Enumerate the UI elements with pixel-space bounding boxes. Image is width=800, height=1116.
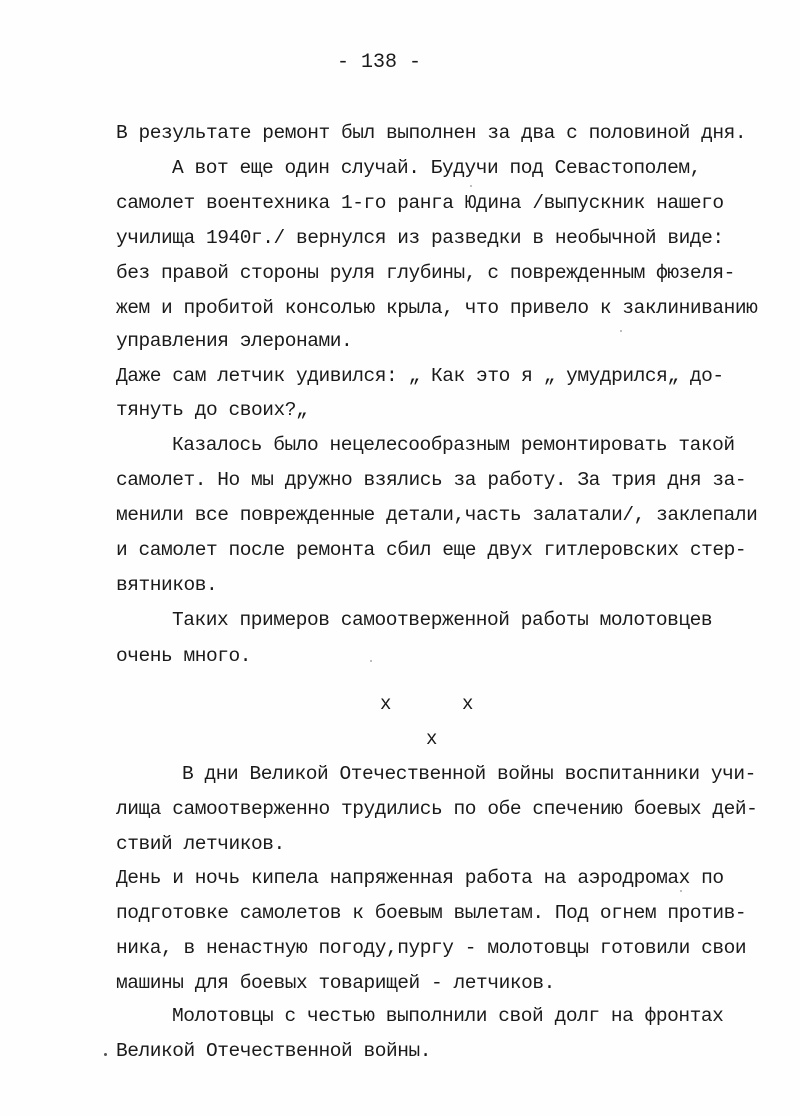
text-line: очень много. xyxy=(116,645,252,667)
text-line: Таких примеров самоотверженной работы молотовцев xyxy=(172,609,713,631)
text-line: В результате ремонт был выполнен за два с половиной дня. xyxy=(116,122,747,144)
paper-speck xyxy=(370,660,372,662)
text-line: В дни Великой Отечественной войны воспитанники учи- xyxy=(182,763,756,785)
text-line: вятников. xyxy=(116,574,218,596)
text-line: Великой Отечественной войны. xyxy=(116,1040,432,1062)
text-line: лища самоотверженно трудились по обе спечению боевых дей- xyxy=(116,798,758,820)
text-line: машины для боевых товарищей - летчиков. xyxy=(116,972,555,994)
text-line: самолет воентехника 1-го ранга Юдина /выпускник нашего xyxy=(116,192,724,214)
text-line: Молотовцы с честью выполнили свой долг на фронтах xyxy=(172,1005,724,1027)
text-line: тянуть до своих?„ xyxy=(116,399,308,421)
text-line: менили все поврежденные детали,часть залатали/, заклепали xyxy=(116,504,758,526)
text-line: жем и пробитой консолью крыла, что привело к заклиниванию xyxy=(116,297,758,319)
text-line: А вот еще один случай. Будучи под Севастополем, xyxy=(172,157,701,179)
text-line: училища 1940г./ вернулся из разведки в необычной виде: xyxy=(116,227,724,249)
text-line: День и ночь кипела напряженная работа на аэродромах по xyxy=(116,867,724,889)
text-line: Казалось было нецелесообразным ремонтировать такой xyxy=(172,434,735,456)
page-number: - 138 - xyxy=(337,51,422,74)
text-line: и самолет после ремонта сбил еще двух гитлеровских стер- xyxy=(116,539,747,561)
text-line: без правой стороны руля глубины, с поврежденным фюзеля- xyxy=(116,262,735,284)
text-line: управления элеронами. xyxy=(116,330,353,352)
text-line: ника, в ненастную погоду,пургу - молотовцы готовили свои xyxy=(116,937,747,959)
margin-mark xyxy=(104,1053,107,1056)
text-line: самолет. Но мы дружно взялись за работу. За трия дня за- xyxy=(116,469,747,491)
text-line: ствий летчиков. xyxy=(116,833,285,855)
separator-mark: x xyxy=(426,728,438,750)
paper-speck xyxy=(620,330,622,332)
text-line: Даже сам летчик удивился: „ Как это я „ умудрился„ до- xyxy=(116,365,724,387)
separator-mark: x xyxy=(380,693,392,715)
paper-speck xyxy=(470,185,472,187)
text-line: подготовке самолетов к боевым вылетам. Под огнем против- xyxy=(116,902,747,924)
separator-mark: x xyxy=(462,693,474,715)
paper-speck xyxy=(680,890,682,892)
